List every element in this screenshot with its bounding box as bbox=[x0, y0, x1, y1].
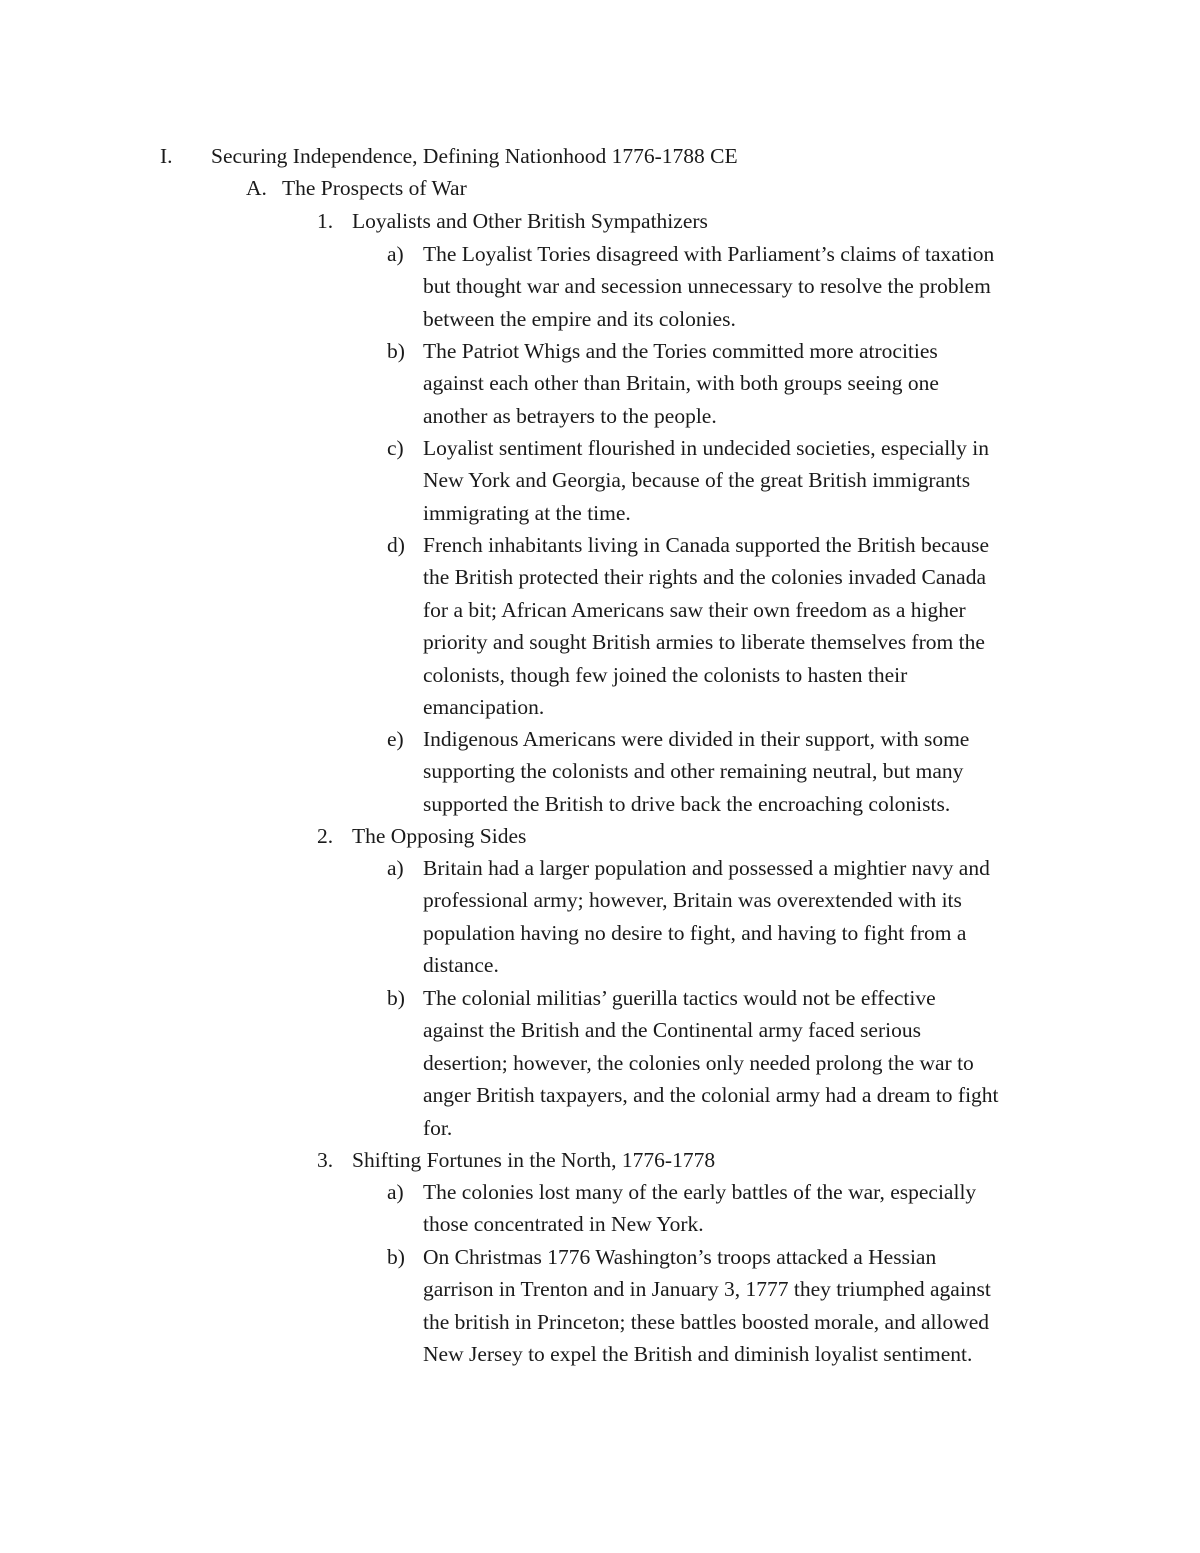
outline-marker-a: A. bbox=[246, 176, 267, 200]
item-marker: b) bbox=[387, 1245, 405, 1269]
item-line: The colonial militias’ guerilla tactics would not be effective bbox=[423, 986, 936, 1010]
item-line: those concentrated in New York. bbox=[423, 1212, 704, 1237]
topic-marker-2: 2. bbox=[317, 824, 334, 848]
item-line: desertion; however, the colonies only needed prolong the war to bbox=[423, 1050, 974, 1075]
item-marker: a) bbox=[387, 242, 404, 266]
section-title: Securing Independence, Defining Nationhood 1776-1788 CE bbox=[211, 144, 738, 168]
list-item bbox=[423, 723, 1063, 820]
item-line: for. bbox=[423, 1115, 453, 1140]
item-line: priority and sought British armies to liberate themselves from the bbox=[423, 630, 985, 655]
list-item bbox=[423, 1176, 1063, 1241]
item-marker: d) bbox=[387, 533, 405, 557]
list-item bbox=[423, 432, 1063, 529]
item-line: On Christmas 1776 Washington’s troops attacked a Hessian bbox=[423, 1245, 937, 1269]
item-marker: a) bbox=[387, 856, 404, 880]
item-line: garrison in Trenton and in January 3, 1777 they triumphed against bbox=[423, 1277, 991, 1302]
item-marker: c) bbox=[387, 436, 404, 460]
item-line: Indigenous Americans were divided in their support, with some bbox=[423, 727, 970, 751]
item-line: population having no desire to fight, and having to fight from a bbox=[423, 920, 967, 945]
item-line: French inhabitants living in Canada supported the British because bbox=[423, 533, 990, 557]
item-line: between the empire and its colonies. bbox=[423, 306, 736, 331]
item-line: immigrating at the time. bbox=[423, 500, 631, 525]
topic-title: Shifting Fortunes in the North, 1776-1778 bbox=[352, 1148, 716, 1172]
list-item bbox=[423, 852, 1063, 982]
subsection-title: The Prospects of War bbox=[282, 176, 467, 200]
item-line: distance. bbox=[423, 953, 499, 978]
topic-marker-3: 3. bbox=[317, 1148, 334, 1172]
item-marker: a) bbox=[387, 1180, 404, 1204]
list-item bbox=[423, 1241, 1063, 1371]
item-marker: b) bbox=[387, 986, 405, 1010]
item-line: New Jersey to expel the British and diminish loyalist sentiment. bbox=[423, 1342, 973, 1367]
list-item bbox=[423, 238, 1063, 335]
item-line: against each other than Britain, with both groups seeing one bbox=[423, 371, 939, 396]
item-line: for a bit; African Americans saw their own freedom as a higher bbox=[423, 597, 966, 622]
item-line: The Loyalist Tories disagreed with Parliament’s claims of taxation bbox=[423, 242, 995, 266]
list-item bbox=[423, 529, 1063, 723]
item-line: but thought war and secession unnecessary to resolve the problem bbox=[423, 274, 991, 299]
topic-marker-1: 1. bbox=[317, 209, 334, 233]
item-marker: e) bbox=[387, 727, 404, 751]
item-line: supporting the colonists and other remaining neutral, but many bbox=[423, 759, 964, 784]
topic-title: Loyalists and Other British Sympathizers bbox=[352, 209, 708, 233]
item-line: Loyalist sentiment flourished in undecided societies, especially in bbox=[423, 436, 990, 460]
outline-marker-i: I. bbox=[160, 144, 173, 168]
item-line: anger British taxpayers, and the colonial army had a dream to fight bbox=[423, 1083, 999, 1108]
item-line: The Patriot Whigs and the Tories committed more atrocities bbox=[423, 339, 938, 363]
item-line: emancipation. bbox=[423, 695, 545, 720]
topic-title: The Opposing Sides bbox=[352, 824, 527, 848]
item-line: the british in Princeton; these battles boosted morale, and allowed bbox=[423, 1309, 990, 1334]
item-line: supported the British to drive back the encroaching colonists. bbox=[423, 791, 951, 816]
item-line: the British protected their rights and the colonies invaded Canada bbox=[423, 565, 987, 590]
list-item bbox=[423, 335, 1063, 432]
item-line: another as betrayers to the people. bbox=[423, 403, 717, 428]
item-line: The colonies lost many of the early battles of the war, especially bbox=[423, 1180, 977, 1204]
item-line: New York and Georgia, because of the great British immigrants bbox=[423, 468, 971, 493]
item-line: colonists, though few joined the colonists to hasten their bbox=[423, 662, 908, 687]
item-line: Britain had a larger population and possessed a mightier navy and bbox=[423, 856, 990, 880]
item-line: against the British and the Continental army faced serious bbox=[423, 1018, 921, 1043]
list-item bbox=[423, 982, 1063, 1144]
item-marker: b) bbox=[387, 339, 405, 363]
item-line: professional army; however, Britain was overextended with its bbox=[423, 888, 962, 913]
